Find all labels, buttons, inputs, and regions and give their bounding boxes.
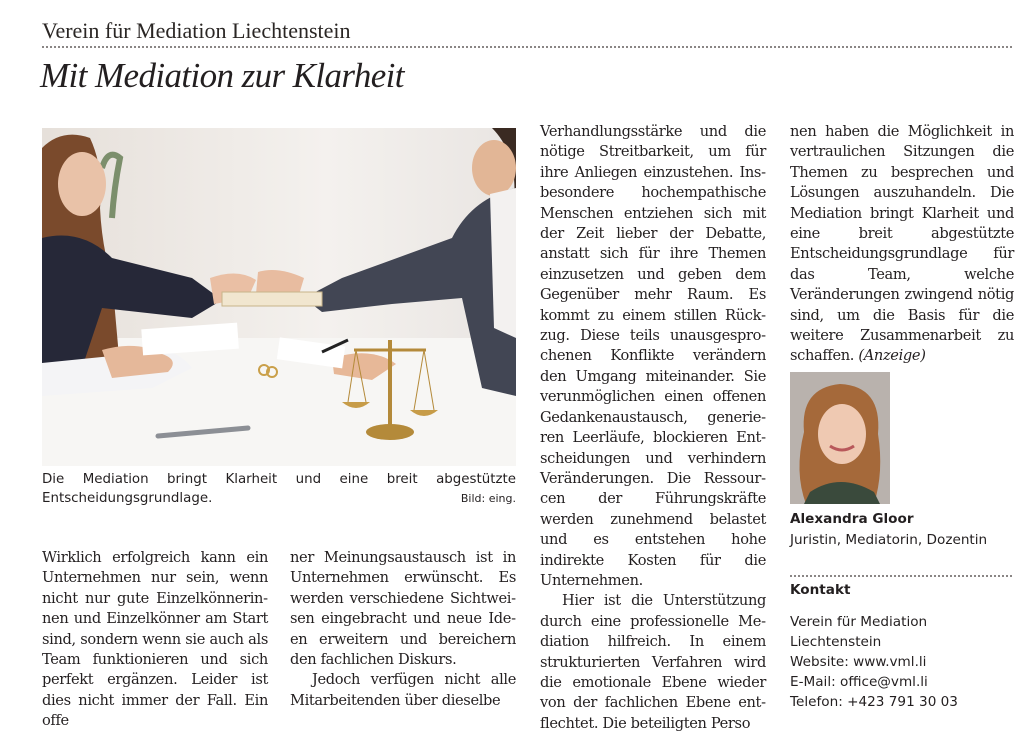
author-role: Juristin, Mediatorin, Dozentin (790, 532, 988, 548)
paragraph: Verhandlungsstärke und die nötige Streitbarkeit, um für ihre Anliegen einzustehen. Insbesondere hochempathische Menschen entziehen sich mit der Zeit lieber der Debatte, anstatt sich für ihre Themen einzusetzen und geben dem Gegenüber mehr Raum. Es kommt zu einem stillen Rückzug. Diese teils unausgesprochenen Konflikte verändern den Umgang miteinander. Sie verunmöglichen einen offenen Gedankenaustausch, generieren Leerläufe, blockieren Entscheidungen und verhindern Veränderungen. Die Ressourcen der Führungskräfte werden zunehmend belastet und es entstehen hohe indirekte Kosten für die Unternehmen. (540, 123, 766, 589)
handshake-illustration (42, 128, 516, 466)
article-column-2 (290, 548, 516, 711)
dotted-divider (42, 46, 1012, 48)
contact-heading: Kontakt (790, 582, 851, 598)
handshake-photo (42, 128, 516, 466)
dotted-divider (790, 575, 1012, 577)
article-column-4 (790, 122, 1014, 367)
paragraph (790, 122, 1014, 367)
paragraph: Jedoch verfügen nicht alle Mitarbeitenden über dieselbe (290, 671, 516, 709)
photo-credit: Bild: eing. (460, 492, 516, 505)
contact-email: E-Mail: office@vml.li (790, 674, 928, 690)
article-headline: Mit Mediation zur Klarheit (40, 56, 404, 95)
contact-org: Liechtenstein (790, 634, 882, 650)
contact-block (790, 612, 958, 712)
article-column-1 (42, 548, 268, 732)
paragraph-text: nen haben die Möglichkeit in vertraulichen Sitzungen die Themen zu besprechen und Lösungen auszuhandeln. Die Mediation bringt Klarheit und eine breit abgestützte Entscheidungsgrundlage für das Team, welche Veränderungen zwingend nötig sind, um die Basis für die weitere Zusammenarbeit zu schaffen. (790, 123, 1014, 365)
paragraph: ner Meinungsaustausch ist in Unternehmen erwünscht. Es werden verschiedene Sichtweisen eingebracht und neue Ideen erweitern und bereichern den fachlichen Diskurs. (290, 549, 516, 669)
paragraph: Wirklich erfolgreich kann ein Unternehmen nur sein, wenn nicht nur gute Einzelkönnerinnen und Einzelkönner am Start sind, sondern wenn sie auch als Team funktionieren und sich perfekt ergänzen. Leider ist dies nicht immer der Fall. Ein offe (42, 549, 268, 730)
portrait-illustration (790, 372, 890, 504)
ad-note: (Anzeige) (858, 347, 926, 365)
photo-caption: Die Mediation bringt Klarheit und eine breit abgestützte Entscheidungsgrundlage. (42, 472, 516, 506)
article-column-3 (540, 122, 766, 734)
contact-org: Verein für Mediation (790, 614, 928, 630)
author-portrait (790, 372, 890, 504)
author-name: Alexandra Gloor (790, 511, 914, 527)
contact-website: Website: www.vml.li (790, 654, 927, 670)
section-kicker: Verein für Mediation Liechtenstein (42, 18, 351, 43)
paragraph: Hier ist die Unterstützung durch eine professionelle Mediation hilfreich. In einem strukturierten Verfahren wird die emotionale Ebene wieder von der fachlichen Ebene entflechtet. Die beteiligten Perso (540, 592, 766, 732)
contact-phone: Telefon: +423 791 30 03 (790, 694, 958, 710)
